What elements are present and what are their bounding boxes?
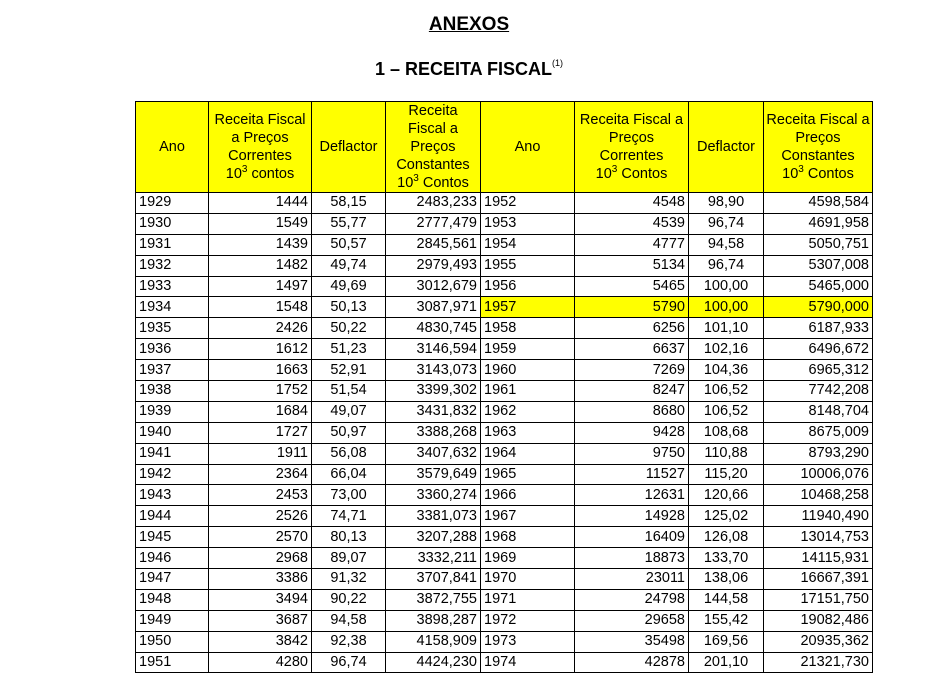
receita-constantes-cell: 16667,391 [764,569,873,590]
year-cell: 1972 [481,610,575,631]
receita-correntes-cell: 8247 [575,381,689,402]
year-cell: 1970 [481,569,575,590]
year-cell: 1932 [136,255,209,276]
receita-constantes-cell: 3872,755 [386,589,481,610]
receita-constantes-cell: 11940,490 [764,506,873,527]
header-receita-constantes-right: Receita Fiscal a Preços Constantes $10^3$ Contos [764,102,873,193]
receita-constantes-cell: 3399,302 [386,381,481,402]
receita-constantes-cell: 10006,076 [764,464,873,485]
year-cell: 1966 [481,485,575,506]
table-row [136,631,873,652]
year-cell: 1931 [136,234,209,255]
table-row [136,589,873,610]
receita-correntes-cell: 2570 [209,527,312,548]
table-row [136,485,873,506]
receita-correntes-cell: 5134 [575,255,689,276]
receita-constantes-cell: 3332,211 [386,548,481,569]
year-cell: 1954 [481,234,575,255]
receita-correntes-cell: 7269 [575,360,689,381]
deflactor-cell: 110,88 [689,443,764,464]
deflactor-cell: 115,20 [689,464,764,485]
receita-constantes-cell: 3207,288 [386,527,481,548]
receita-correntes-cell: 1548 [209,297,312,318]
table-row [136,234,873,255]
table-row [136,318,873,339]
table-row [136,610,873,631]
deflactor-cell: 50,57 [312,234,386,255]
table-row [136,443,873,464]
year-cell: 1941 [136,443,209,464]
receita-correntes-cell: 3687 [209,610,312,631]
deflactor-cell: 120,66 [689,485,764,506]
deflactor-cell: 106,52 [689,401,764,422]
deflactor-cell: 51,23 [312,339,386,360]
year-cell: 1961 [481,381,575,402]
receita-constantes-cell: 5465,000 [764,276,873,297]
deflactor-cell: 138,06 [689,569,764,590]
year-cell: 1967 [481,506,575,527]
receita-constantes-cell: 4691,958 [764,213,873,234]
deflactor-cell: 74,71 [312,506,386,527]
receita-constantes-cell: 2845,561 [386,234,481,255]
year-cell: 1957 [481,297,575,318]
receita-constantes-cell: 20935,362 [764,631,873,652]
receita-correntes-cell: 4548 [575,193,689,214]
receita-correntes-cell: 42878 [575,652,689,673]
table-row [136,548,873,569]
receita-constantes-cell: 6965,312 [764,360,873,381]
header-deflactor-left: Deflactor [312,102,386,193]
table-row [136,297,873,318]
receita-constantes-cell: 2777,479 [386,213,481,234]
deflactor-cell: 49,07 [312,401,386,422]
year-cell: 1974 [481,652,575,673]
receita-correntes-cell: 9428 [575,422,689,443]
deflactor-cell: 96,74 [689,255,764,276]
year-cell: 1929 [136,193,209,214]
year-cell: 1939 [136,401,209,422]
deflactor-cell: 201,10 [689,652,764,673]
receita-constantes-cell: 4158,909 [386,631,481,652]
deflactor-cell: 104,36 [689,360,764,381]
receita-correntes-cell: 6256 [575,318,689,339]
receita-correntes-cell: 1482 [209,255,312,276]
year-cell: 1956 [481,276,575,297]
year-cell: 1971 [481,589,575,610]
deflactor-cell: 73,00 [312,485,386,506]
table-row [136,652,873,673]
deflactor-cell: 144,58 [689,589,764,610]
receita-correntes-cell: 35498 [575,631,689,652]
receita-constantes-cell: 5307,008 [764,255,873,276]
receita-correntes-cell: 3494 [209,589,312,610]
receita-constantes-cell: 6496,672 [764,339,873,360]
deflactor-cell: 126,08 [689,527,764,548]
receita-constantes-cell: 3087,971 [386,297,481,318]
receita-correntes-cell: 29658 [575,610,689,631]
receita-constantes-cell: 17151,750 [764,589,873,610]
year-cell: 1951 [136,652,209,673]
receita-correntes-cell: 1444 [209,193,312,214]
deflactor-cell: 89,07 [312,548,386,569]
deflactor-cell: 58,15 [312,193,386,214]
receita-correntes-cell: 6637 [575,339,689,360]
year-cell: 1960 [481,360,575,381]
receita-correntes-cell: 5790 [575,297,689,318]
year-cell: 1945 [136,527,209,548]
fiscal-revenue-table [135,101,873,673]
year-cell: 1962 [481,401,575,422]
table-row [136,569,873,590]
receita-correntes-cell: 2526 [209,506,312,527]
deflactor-cell: 108,68 [689,422,764,443]
receita-constantes-cell: 3381,073 [386,506,481,527]
year-cell: 1947 [136,569,209,590]
receita-correntes-cell: 4539 [575,213,689,234]
year-cell: 1934 [136,297,209,318]
receita-constantes-cell: 8148,704 [764,401,873,422]
deflactor-cell: 49,74 [312,255,386,276]
receita-correntes-cell: 12631 [575,485,689,506]
year-cell: 1946 [136,548,209,569]
receita-correntes-cell: 1727 [209,422,312,443]
table-row [136,276,873,297]
receita-correntes-cell: 1549 [209,213,312,234]
receita-correntes-cell: 14928 [575,506,689,527]
deflactor-cell: 169,56 [689,631,764,652]
receita-correntes-cell: 2453 [209,485,312,506]
receita-correntes-cell: 3386 [209,569,312,590]
receita-constantes-cell: 4830,745 [386,318,481,339]
receita-correntes-cell: 18873 [575,548,689,569]
year-cell: 1959 [481,339,575,360]
receita-correntes-cell: 2364 [209,464,312,485]
receita-constantes-cell: 5790,000 [764,297,873,318]
footnote-ref: (1) [552,58,564,68]
deflactor-cell: 80,13 [312,527,386,548]
year-cell: 1949 [136,610,209,631]
year-cell: 1963 [481,422,575,443]
receita-correntes-cell: 9750 [575,443,689,464]
receita-constantes-cell: 5050,751 [764,234,873,255]
receita-correntes-cell: 24798 [575,589,689,610]
deflactor-cell: 50,97 [312,422,386,443]
receita-correntes-cell: 16409 [575,527,689,548]
deflactor-cell: 90,22 [312,589,386,610]
year-cell: 1944 [136,506,209,527]
receita-correntes-cell: 4777 [575,234,689,255]
year-cell: 1936 [136,339,209,360]
table-body [136,193,873,673]
receita-correntes-cell: 1752 [209,381,312,402]
deflactor-cell: 125,02 [689,506,764,527]
deflactor-cell: 91,32 [312,569,386,590]
deflactor-cell: 106,52 [689,381,764,402]
deflactor-cell: 50,13 [312,297,386,318]
receita-constantes-cell: 3143,073 [386,360,481,381]
table-row [136,193,873,214]
receita-constantes-cell: 4598,584 [764,193,873,214]
table-row [136,339,873,360]
receita-correntes-cell: 1497 [209,276,312,297]
deflactor-cell: 96,74 [689,213,764,234]
deflactor-cell: 55,77 [312,213,386,234]
table-row [136,255,873,276]
receita-constantes-cell: 4424,230 [386,652,481,673]
receita-constantes-cell: 13014,753 [764,527,873,548]
receita-correntes-cell: 8680 [575,401,689,422]
header-ano-left: Ano [136,102,209,193]
deflactor-cell: 51,54 [312,381,386,402]
section-title [0,58,938,80]
receita-constantes-cell: 3407,632 [386,443,481,464]
year-cell: 1973 [481,631,575,652]
receita-correntes-cell: 1663 [209,360,312,381]
receita-correntes-cell: 5465 [575,276,689,297]
deflactor-cell: 94,58 [312,610,386,631]
deflactor-cell: 100,00 [689,276,764,297]
year-cell: 1942 [136,464,209,485]
receita-constantes-cell: 3707,841 [386,569,481,590]
table-row [136,464,873,485]
year-cell: 1952 [481,193,575,214]
deflactor-cell: 94,58 [689,234,764,255]
header-row [136,102,873,193]
deflactor-cell: 49,69 [312,276,386,297]
deflactor-cell: 96,74 [312,652,386,673]
receita-constantes-cell: 3146,594 [386,339,481,360]
year-cell: 1937 [136,360,209,381]
annex-title: ANEXOS [428,14,510,35]
receita-constantes-cell: 21321,730 [764,652,873,673]
year-cell: 1948 [136,589,209,610]
section-title-text: 1 – RECEITA FISCAL [374,59,553,79]
receita-constantes-cell: 2483,233 [386,193,481,214]
table-row [136,381,873,402]
receita-correntes-cell: 23011 [575,569,689,590]
deflactor-cell: 66,04 [312,464,386,485]
year-cell: 1943 [136,485,209,506]
receita-constantes-cell: 10468,258 [764,485,873,506]
year-cell: 1964 [481,443,575,464]
receita-constantes-cell: 2979,493 [386,255,481,276]
year-cell: 1955 [481,255,575,276]
deflactor-cell: 101,10 [689,318,764,339]
deflactor-cell: 155,42 [689,610,764,631]
receita-correntes-cell: 3842 [209,631,312,652]
table-row [136,360,873,381]
receita-constantes-cell: 3579,649 [386,464,481,485]
table-row [136,401,873,422]
year-cell: 1935 [136,318,209,339]
deflactor-cell: 92,38 [312,631,386,652]
deflactor-cell: 56,08 [312,443,386,464]
deflactor-cell: 133,70 [689,548,764,569]
header-receita-constantes-left: Receita Fiscal a Preços Constantes $10^3$ Contos [386,102,481,193]
year-cell: 1940 [136,422,209,443]
receita-correntes-cell: 4280 [209,652,312,673]
table-row [136,506,873,527]
receita-constantes-cell: 7742,208 [764,381,873,402]
deflactor-cell: 50,22 [312,318,386,339]
year-cell: 1933 [136,276,209,297]
deflactor-cell: 100,00 [689,297,764,318]
receita-constantes-cell: 3431,832 [386,401,481,422]
year-cell: 1950 [136,631,209,652]
year-cell: 1969 [481,548,575,569]
header-ano-right: Ano [481,102,575,193]
year-cell: 1953 [481,213,575,234]
table-row [136,422,873,443]
year-cell: 1930 [136,213,209,234]
year-cell: 1938 [136,381,209,402]
receita-constantes-cell: 8793,290 [764,443,873,464]
receita-constantes-cell: 14115,931 [764,548,873,569]
deflactor-cell: 102,16 [689,339,764,360]
receita-correntes-cell: 1439 [209,234,312,255]
header-deflactor-right: Deflactor [689,102,764,193]
table-row [136,527,873,548]
receita-constantes-cell: 6187,933 [764,318,873,339]
receita-constantes-cell: 3388,268 [386,422,481,443]
receita-correntes-cell: 2968 [209,548,312,569]
year-cell: 1965 [481,464,575,485]
receita-constantes-cell: 3360,274 [386,485,481,506]
receita-constantes-cell: 3898,287 [386,610,481,631]
receita-correntes-cell: 1684 [209,401,312,422]
year-cell: 1958 [481,318,575,339]
receita-correntes-cell: 1911 [209,443,312,464]
receita-constantes-cell: 3012,679 [386,276,481,297]
receita-constantes-cell: 19082,486 [764,610,873,631]
table-row [136,213,873,234]
header-receita-correntes-right: Receita Fiscal a Preços Correntes $10^3$ Contos [575,102,689,193]
year-cell: 1968 [481,527,575,548]
deflactor-cell: 52,91 [312,360,386,381]
deflactor-cell: 98,90 [689,193,764,214]
header-receita-correntes-left: Receita Fiscal a Preços Correntes $10^3$ contos [209,102,312,193]
receita-correntes-cell: 11527 [575,464,689,485]
receita-correntes-cell: 2426 [209,318,312,339]
receita-constantes-cell: 8675,009 [764,422,873,443]
receita-correntes-cell: 1612 [209,339,312,360]
